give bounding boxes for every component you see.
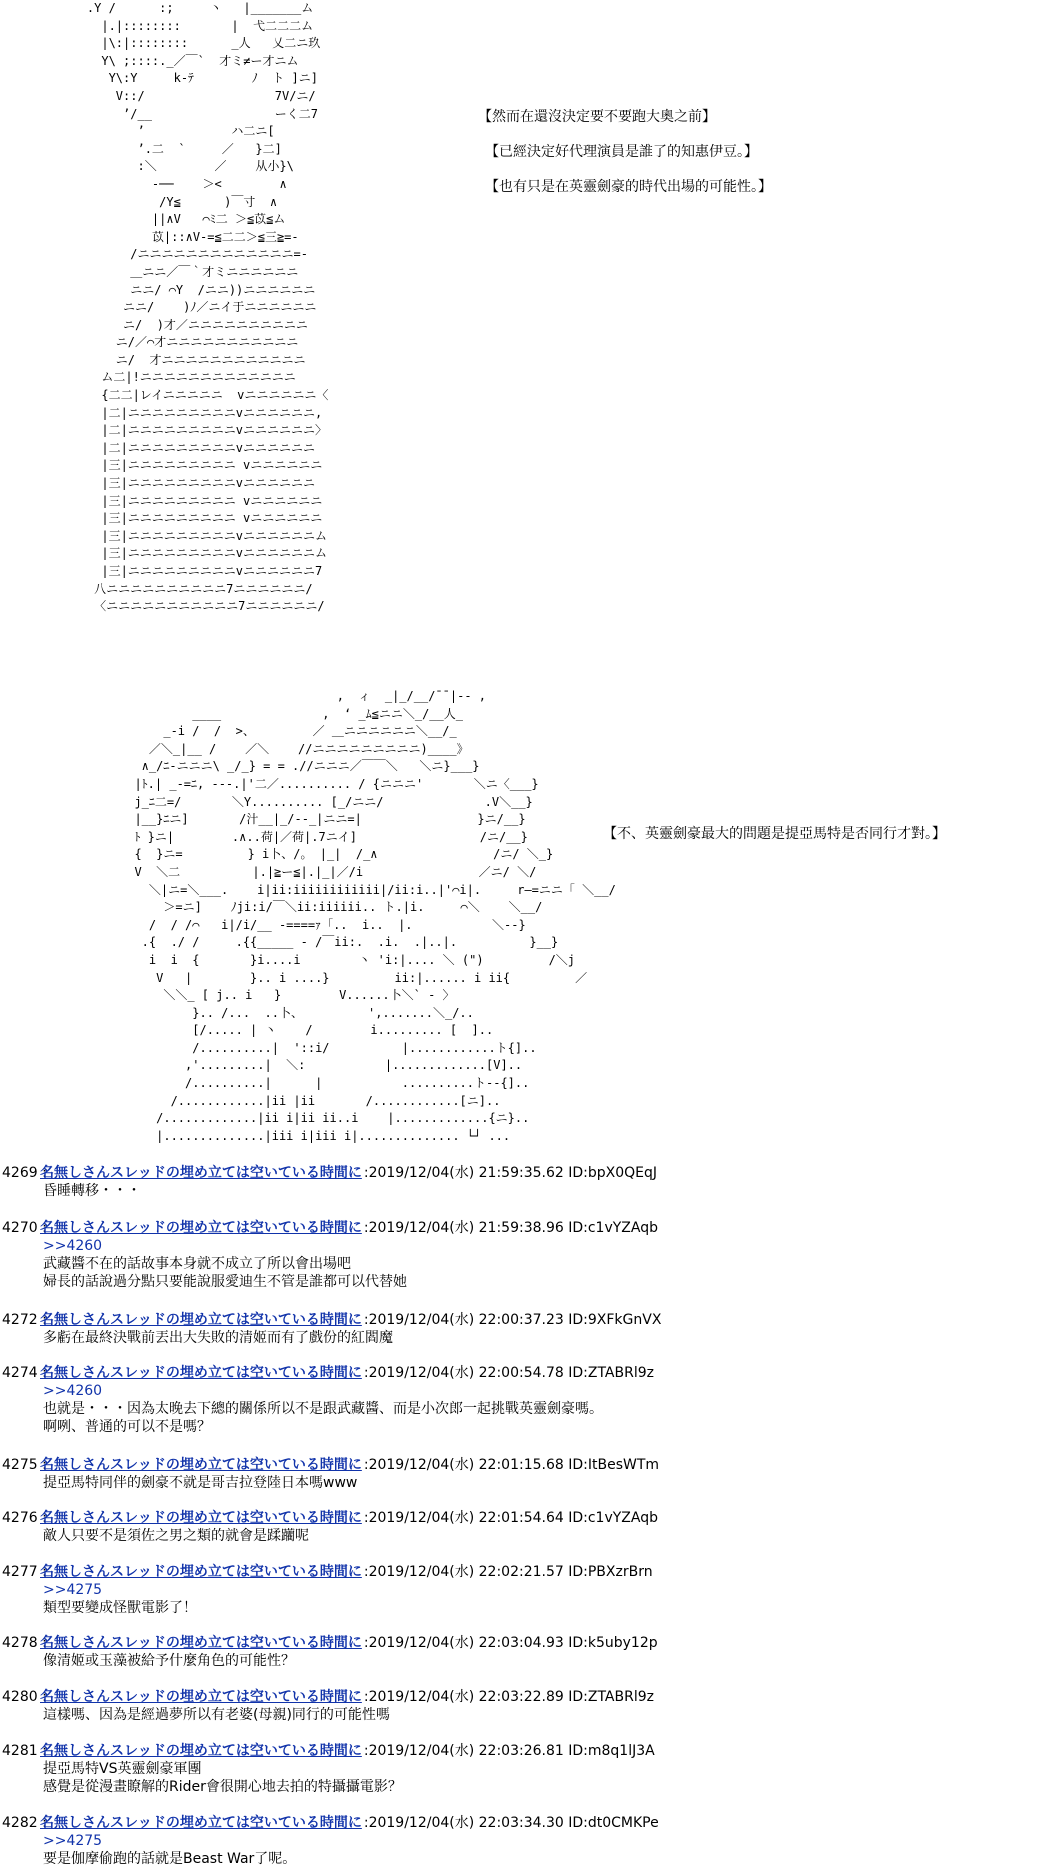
- poster-id: ID:c1vYZAqb: [568, 1220, 658, 1236]
- post-number: 4270 :: [2, 1220, 47, 1236]
- ascii-art-line: ____ , ‘ _ﾑ≦ニニ＼_/__人_: [120, 706, 463, 721]
- ascii-art-top: [58, 0, 328, 616]
- ascii-art-line: /..........| | ..........ト--{]..: [120, 1076, 530, 1091]
- post-body-line: 多虧在最終決戰前丟出大失敗的清姬而有了戲份的紅閻魔: [43, 1330, 393, 1346]
- ascii-art-line: ＼|ニ=＼___. i|ii:iiiiiiiiiiii|/ii:i..|'⌒i|. r―=ニニ「 ＼__/: [120, 882, 616, 897]
- post-number: 4278 :: [2, 1635, 47, 1651]
- post-header: [0, 1634, 658, 1652]
- ascii-art-line: ＞=ニ] ﾉji:i/￣＼ii:iiiiii.. ト.|i. ⌒＼ ＼__/: [120, 900, 543, 915]
- reply-anchor-link[interactable]: >>4260: [43, 1238, 103, 1254]
- post-header: [0, 1311, 661, 1329]
- post: [0, 1742, 655, 1796]
- poster-name-link[interactable]: 名無しさんスレッドの埋め立ては空いている時間に: [40, 1815, 362, 1831]
- ascii-art-line: :＼ ／ 从小}\: [58, 159, 294, 174]
- post: [0, 1164, 657, 1200]
- caption-line-1: 【然而在還沒決定要不要跑大奧之前】: [478, 109, 716, 125]
- post-body-line: 這樣嗎、因為是經過夢所以有老婆(母親)同行的可能性嗎: [43, 1707, 390, 1723]
- post-timestamp: :2019/12/04(水) 22:03:22.89: [363, 1689, 569, 1705]
- caption-line-4: 【不、英靈劍豪最大的問題是提亞馬特是否同行才對。】: [603, 826, 946, 842]
- post-body-line: 類型要變成怪獸電影了！: [43, 1600, 197, 1616]
- ascii-art-line: |三|ニニニニニニニニニ vニニニニニニ: [58, 493, 323, 508]
- ascii-art-line: |三|ニニニニニニニニニ vニニニニニニ: [58, 458, 323, 473]
- ascii-art-line: |三|ニニニニニニニニニvニニニニニニム: [58, 546, 328, 561]
- ascii-art-line: ||∧V ⌒ﾐ二 ＞≦苡≦ム: [58, 212, 286, 227]
- ascii-art-line: ニ/ )才／ニニニニニニニニニニ: [58, 317, 308, 332]
- ascii-art-line: }.. /... ..卜、 ',.......＼_/..: [120, 1005, 474, 1020]
- ascii-art-line: V ＼二 |.|≧ー≦|.|_|／/i ／ニ/ ＼/: [120, 864, 537, 879]
- post-body-line: 啊咧、普通的可以不是嗎？: [43, 1419, 211, 1435]
- ascii-art-line: ,'.........| ＼: |.............[V]..: [120, 1058, 523, 1073]
- ascii-art-bottom: [120, 688, 616, 1145]
- poster-name-link[interactable]: 名無しさんスレッドの埋め立ては空いている時間に: [40, 1457, 362, 1473]
- post: [0, 1563, 653, 1617]
- ascii-art-line: /ニニニニニニニニニニニニニ=-: [58, 247, 308, 262]
- ascii-art-line: ﾄ }ニ| .∧..荷|／荷|.7ニイ] /ニ/__}: [120, 829, 528, 844]
- post-header: [0, 1563, 653, 1581]
- post-number: 4274 :: [2, 1365, 47, 1381]
- ascii-art-line: |三|ニニニニニニニニニ vニニニニニニ: [58, 511, 323, 526]
- post-timestamp: :2019/12/04(水) 22:01:15.68: [363, 1457, 569, 1473]
- ascii-art-line: ＼＼_ [ j.. i } V......卜＼` ‐ 〉: [120, 988, 455, 1003]
- post-number: 4269 :: [2, 1165, 47, 1181]
- poster-name-link[interactable]: 名無しさんスレッドの埋め立ては空いている時間に: [40, 1564, 362, 1580]
- post-header: [0, 1814, 659, 1832]
- post-number: 4280 :: [2, 1689, 47, 1705]
- ascii-art-line: ’ ハ二ニ[: [58, 124, 275, 139]
- post-header: [0, 1742, 655, 1760]
- poster-name-link[interactable]: 名無しさんスレッドの埋め立ては空いている時間に: [40, 1165, 362, 1181]
- post-number: 4272 :: [2, 1312, 47, 1328]
- ascii-art-line: {二二|レイニニニニニ vニニニニニニ〈: [58, 388, 329, 403]
- poster-name-link[interactable]: 名無しさんスレッドの埋め立ては空いている時間に: [40, 1312, 362, 1328]
- ascii-art-line: _-i / / >、 ／ ＿ニニニニニニ＼__/_: [120, 724, 457, 739]
- ascii-art-line: |\:|:::::::: _人 乂二ニ玖: [58, 36, 321, 51]
- ascii-art-line: 八ニニニニニニニニニニ7ニニニニニニ/: [58, 581, 313, 596]
- poster-name-link[interactable]: 名無しさんスレッドの埋め立ては空いている時間に: [40, 1743, 362, 1759]
- poster-name-link[interactable]: 名無しさんスレッドの埋め立ては空いている時間に: [40, 1220, 362, 1236]
- post-body-line: 感覺是從漫畫瞭解的Rider會很開心地去拍的特攝攝電影？: [43, 1779, 402, 1795]
- post: [0, 1634, 658, 1670]
- post-body-line: 像清姬或玉藻被給予什麼角色的可能性？: [43, 1653, 295, 1669]
- poster-name-link[interactable]: 名無しさんスレッドの埋め立ては空いている時間に: [40, 1635, 362, 1651]
- ascii-art-line: |三|ニニニニニニニニニvニニニニニニム: [58, 528, 328, 543]
- ascii-art-line: /..........| '::i/ |............ト{]..: [120, 1040, 537, 1055]
- post-number: 4276 :: [2, 1510, 47, 1526]
- post-timestamp: :2019/12/04(水) 22:00:37.23: [363, 1312, 569, 1328]
- poster-id: ID:k5uby12p: [568, 1635, 658, 1651]
- post-timestamp: :2019/12/04(水) 22:01:54.64: [363, 1510, 569, 1526]
- post: [0, 1456, 659, 1492]
- ascii-art-line: |二|ニニニニニニニニニvニニニニニニ: [58, 440, 316, 455]
- ascii-art-line: V | }.. i ....} ii:|...... i ii{ ／: [120, 970, 588, 985]
- reply-anchor-link[interactable]: >>4275: [43, 1833, 103, 1849]
- post-body-line: 武藏醬不在的話故事本身就不成立了所以會出場吧: [43, 1256, 351, 1272]
- post-timestamp: :2019/12/04(水) 22:03:04.93: [363, 1635, 569, 1651]
- post-timestamp: :2019/12/04(水) 22:03:26.81: [363, 1743, 569, 1759]
- ascii-art-line: ニニ/ ⌒Y /ニニ))ニニニニニニ: [58, 282, 316, 297]
- post-timestamp: :2019/12/04(水) 22:02:21.57: [363, 1564, 569, 1580]
- post-number: 4281 :: [2, 1743, 47, 1759]
- post-number: 4275 :: [2, 1457, 47, 1473]
- poster-name-link[interactable]: 名無しさんスレッドの埋め立ては空いている時間に: [40, 1689, 362, 1705]
- ascii-art-line: V::/ 7V/ニ/: [58, 88, 316, 103]
- ascii-art-line: |三|ニニニニニニニニニvニニニニニニ7: [58, 564, 323, 578]
- ascii-art-line: .Y / :; 丶 |_______ム: [58, 1, 314, 15]
- post-number: 4282 :: [2, 1815, 47, 1831]
- caption-line-3: 【也有只是在英靈劍豪的時代出場的可能性。】: [485, 179, 772, 195]
- ascii-art-line: ニニ/ )ﾉ／ニイ于ニニニニニニ: [58, 300, 317, 315]
- reply-anchor-link[interactable]: >>4260: [43, 1383, 103, 1399]
- poster-id: ID:PBXzrBrn: [568, 1564, 653, 1580]
- post-body-line: 敵人只要不是須佐之男之類的就會是蹂躪呢: [43, 1528, 309, 1544]
- post-body-line: 昏睡轉移・・・: [43, 1183, 141, 1199]
- post: [0, 1311, 661, 1347]
- post-body-line: 提亞馬特VS英靈劍豪軍團: [43, 1761, 202, 1777]
- ascii-art-line: /.............|ii i|ii ii..i |.............{ニ}..: [120, 1111, 530, 1126]
- ascii-art-line: i i { }i....i 丶 'i:|.... ＼ (") /＼j: [120, 952, 576, 967]
- post-header: [0, 1688, 654, 1706]
- poster-name-link[interactable]: 名無しさんスレッドの埋め立ては空いている時間に: [40, 1510, 362, 1526]
- post-timestamp: :2019/12/04(水) 21:59:38.96: [363, 1220, 569, 1236]
- post-timestamp: :2019/12/04(水) 22:00:54.78: [363, 1365, 569, 1381]
- ascii-art-line: j_ﾆ二=/ ＼Y.......... [_/ニニ/ .V＼__}: [120, 794, 533, 809]
- post-body-line: 要是伽摩偷跑的話就是Beast War了呢。: [43, 1851, 297, 1867]
- post: [0, 1219, 658, 1291]
- ascii-art-line: [/..... | 丶 / i......... [ ]..: [120, 1023, 494, 1038]
- ascii-art-line: , ィ _|_/__/¯¯|‐- ,: [120, 689, 487, 703]
- post-header: [0, 1509, 658, 1527]
- poster-id: ID:bpX0QEqJ: [568, 1165, 658, 1181]
- post-timestamp: :2019/12/04(水) 21:59:35.62: [363, 1165, 569, 1181]
- reply-anchor-link[interactable]: >>4275: [43, 1582, 103, 1598]
- ascii-art-line: |ﾄ.| _-=ﾆ, ---.|'二／.......... / {ニニニ' ＼ニ〈___}: [120, 776, 539, 791]
- ascii-art-line: ニ/ 才ニニニニニニニニニニニニ: [58, 352, 306, 367]
- post-body-line: 提亞馬特同伴的劍豪不就是哥吉拉登陸日本嗎www: [43, 1475, 358, 1491]
- ascii-art-line: { }ニ= } i卜、/。 |_| /_∧ /ニ/ ＼_}: [120, 847, 554, 862]
- post: [0, 1364, 654, 1436]
- ascii-art-line: 苡|::∧V-=≦二二＞≦三≧=-: [58, 229, 299, 244]
- post: [0, 1509, 658, 1545]
- ascii-art-line: /Y≦ )￣寸 ∧: [58, 194, 278, 209]
- post-timestamp: :2019/12/04(水) 22:03:34.30: [363, 1815, 569, 1831]
- post-body-line: 婦長的話說過分點只要能說服愛迪生不管是誰都可以代替她: [43, 1274, 407, 1290]
- poster-id: ID:m8q1lJ3A: [568, 1743, 655, 1759]
- ascii-art-line: ム二|!ニニニニニニニニニニニニニ: [58, 370, 296, 385]
- post-header: [0, 1164, 657, 1182]
- ascii-art-line: Y\ ;::::._／￣` 才ミ≠ー才ニム: [58, 53, 299, 68]
- post-body-line: 也就是・・・因為太晚去下總的關係所以不是跟武藏醬、而是小次郎一起挑戰英靈劍豪嗎。: [43, 1401, 603, 1417]
- ascii-art-line: |三|ニニニニニニニニニvニニニニニニ: [58, 476, 316, 491]
- poster-id: ID:dt0CMKPe: [568, 1815, 659, 1831]
- post-header: [0, 1219, 658, 1237]
- post: [0, 1688, 654, 1724]
- ascii-art-line: /............|ii |ii /............[ニ]..: [120, 1093, 501, 1108]
- ascii-art-line: ’.二 ` ／ }二]: [58, 141, 282, 156]
- ascii-art-line: .{ ./ / .{{_____ ‐ /￣ii:. .i. .|..|. }__}: [120, 935, 559, 950]
- poster-id: ID:ZTABRl9z: [568, 1365, 654, 1381]
- ascii-art-line: ∧_/ﾆ-ニニニ\ _/_} = = .//ニニニ／￣￣＼ ＼ニ}___}: [120, 759, 480, 774]
- ascii-art-line: |二|ニニニニニニニニニvニニニニニニ,: [58, 405, 323, 420]
- ascii-art-line: ‐── ＞< ∧: [58, 176, 287, 191]
- ascii-art-line: ’/__ ーく二7: [58, 106, 318, 121]
- ascii-art-line: 〈ニニニニニニニニニニニ7ニニニニニニ/: [58, 599, 325, 614]
- poster-id: ID:ItBesWTm: [568, 1457, 660, 1473]
- ascii-art-line: |.|:::::::: | 弋二二二ム: [58, 18, 314, 33]
- ascii-art-line: |..............|iii i|iii i|.............. └┘ ...: [120, 1128, 511, 1143]
- poster-id: ID:9XFkGnVX: [568, 1312, 662, 1328]
- ascii-art-line: / / /⌒ i|/i/__ -====ｧ「.. i.. |. ＼--}: [120, 917, 526, 932]
- ascii-art-line: |二|ニニニニニニニニニvニニニニニニ〉: [58, 423, 328, 438]
- post-header: [0, 1364, 654, 1382]
- ascii-art-line: |__}ﾆニ] /汁__|_/--_|ニニ=| }ニ/__}: [120, 812, 526, 827]
- ascii-art-line: ＿ニニ／￣｀才ミニニニニニニ: [58, 264, 299, 279]
- poster-id: ID:ZTABRl9z: [568, 1689, 654, 1705]
- poster-name-link[interactable]: 名無しさんスレッドの埋め立ては空いている時間に: [40, 1365, 362, 1381]
- post: [0, 1814, 659, 1868]
- ascii-art-line: ニ/／⌒才ニニニニニニニニニニニ: [58, 335, 299, 350]
- poster-id: ID:c1vYZAqb: [568, 1510, 658, 1526]
- ascii-art-line: Y\:Y k-ﾃ ﾉ ト ]ニ]: [58, 71, 318, 86]
- post-number: 4277 :: [2, 1564, 47, 1580]
- ascii-art-line: ／＼_|__ / ／＼ //ニニニニニニニニニ)____》: [120, 741, 469, 756]
- post-header: [0, 1456, 659, 1474]
- caption-line-2: 【已經決定好代理演員是誰了的知惠伊豆。】: [485, 144, 758, 160]
